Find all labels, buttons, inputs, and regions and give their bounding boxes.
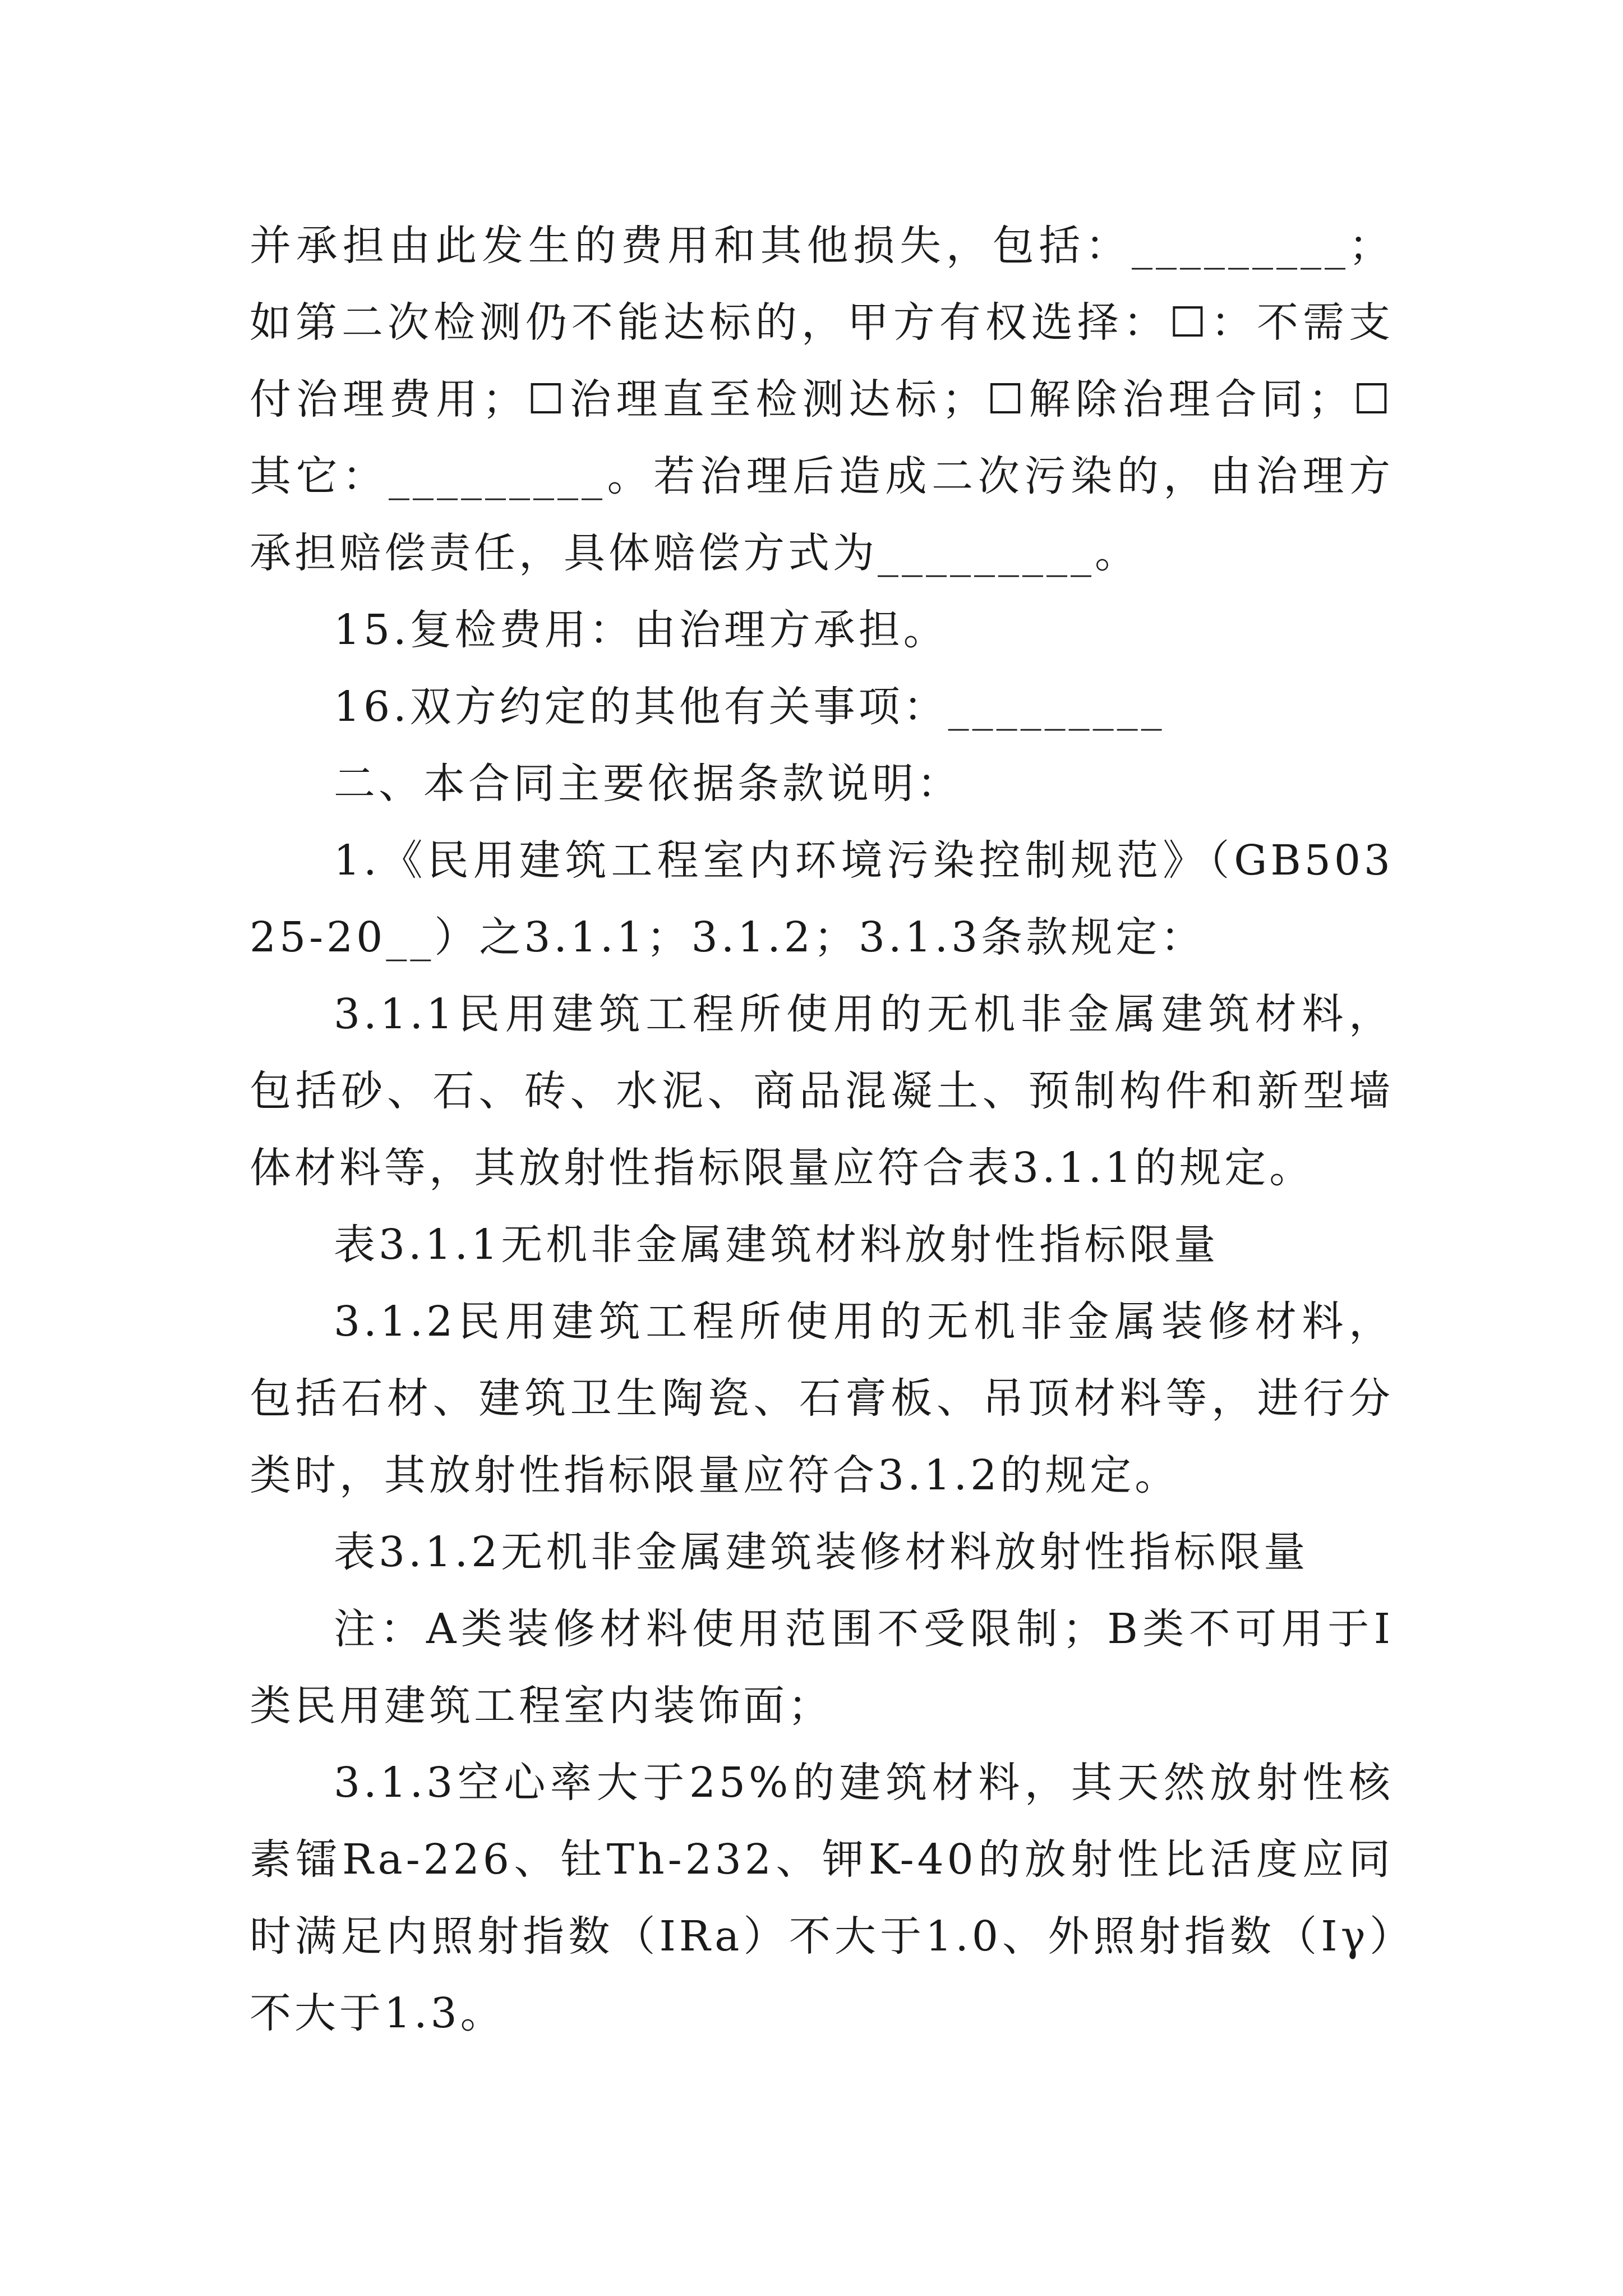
clause-3-1-3: 3.1.3空心率大于25%的建筑材料，其天然放射性核素镭Ra-226、钍Th-232、钾K-40的放射性比活度应同时满足内照射指数（IRa）不大于1.0、外照射指数（Iγ）不大于1.3。 [250,1759,1394,2037]
table-caption-3-1-1: 表3.1.1无机非金属建筑材料放射性指标限量 [334,1221,1219,1269]
document-body [250,208,1394,2052]
table-note: 注：A类装修材料使用范围不受限制；B类不可用于Ⅰ类民用建筑工程室内装饰面； [250,1605,1394,1730]
section-heading-basis: 二、本合同主要依据条款说明： [334,760,962,808]
paragraph-other-matters: 16.双方约定的其他有关事项：_________ [334,683,1165,731]
clause-3-1-2: 3.1.2民用建筑工程所使用的无机非金属装修材料，包括石材、建筑卫生陶瓷、石膏板、吊顶材料等，进行分类时，其放射性指标限量应符合3.1.2的规定。 [250,1297,1394,1499]
clause-3-1-1: 3.1.1民用建筑工程所使用的无机非金属建筑材料，包括砂、石、砖、水泥、商品混凝土、预制构件和新型墙体材料等，其放射性指标限量应符合表3.1.1的规定。 [250,990,1394,1192]
paragraph-liability-continuation: 并承担由此发生的费用和其他损失，包括：_________；如第二次检测仍不能达标的，甲方有权选择：☐：不需支付治理费用；☐治理直至检测达标；☐解除治理合同；☐其它：_________。若治理后造成二次污染的，由治理方承担赔偿责任，具体赔偿方式为_________。 [250,222,1394,577]
table-caption-3-1-2: 表3.1.2无机非金属建筑装修材料放射性指标限量 [334,1528,1309,1576]
paragraph-reinspection-fee: 15.复检费用：由治理方承担。 [334,606,948,654]
paragraph-standard-reference: 1.《民用建筑工程室内环境污染控制规范》（GB50325-20__）之3.1.1；3.1.2；3.1.3条款规定： [250,836,1394,961]
